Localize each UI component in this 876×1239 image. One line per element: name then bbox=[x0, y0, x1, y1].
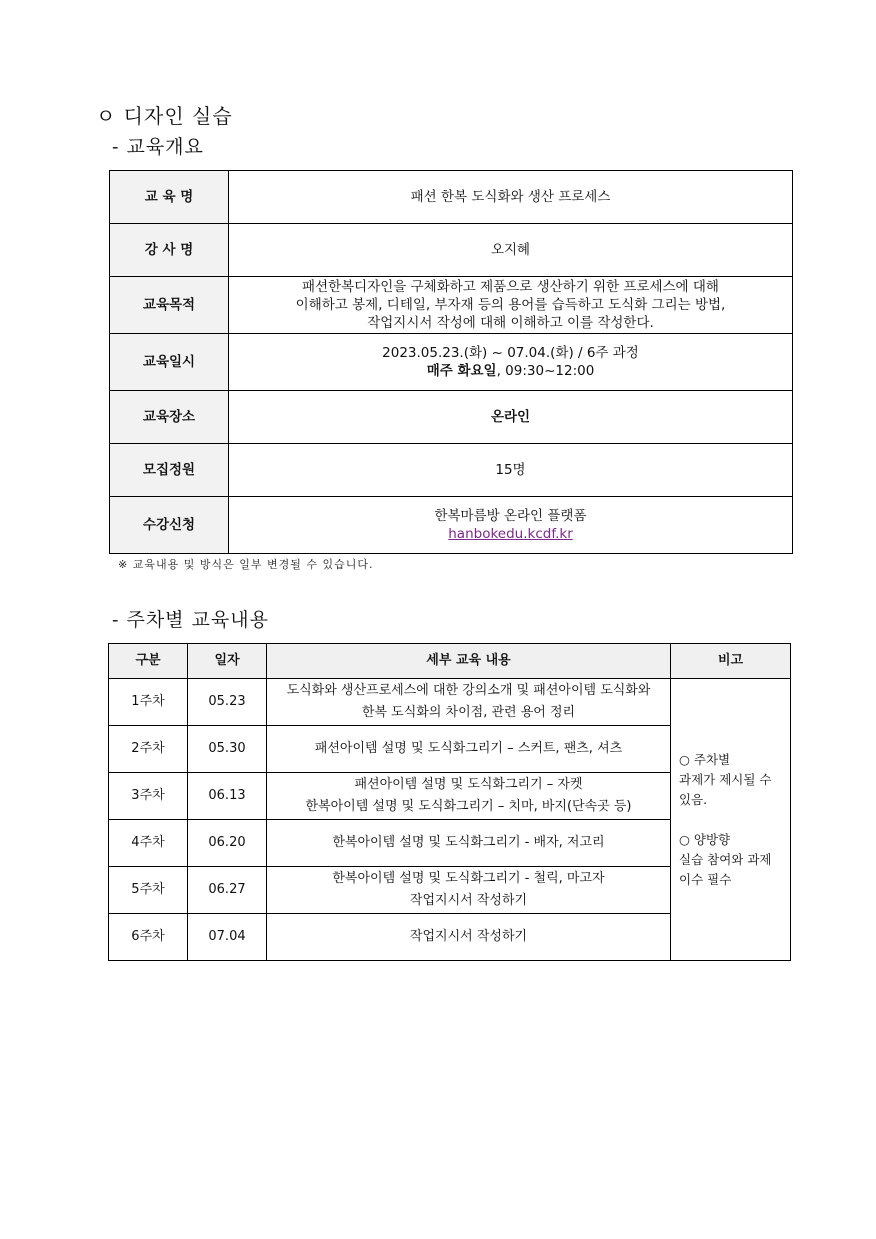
memo-1-line-3: 있음. bbox=[679, 791, 708, 807]
overview-table bbox=[109, 170, 793, 554]
content-line: 패션아이템 설명 및 도식화그리기 – 자켓 bbox=[354, 776, 583, 792]
capacity-value: 15명 bbox=[229, 444, 793, 497]
week-cell: 6주차 bbox=[109, 914, 188, 961]
course-value: 패션 한복 도식화와 생산 프로세스 bbox=[229, 171, 793, 224]
goal-label: 교육목적 bbox=[110, 277, 229, 334]
content-cell bbox=[267, 914, 671, 961]
content-line: 한복아이템 설명 및 도식화그리기 - 철릭, 마고자 bbox=[332, 870, 605, 886]
date-label: 교육일시 bbox=[110, 334, 229, 391]
instructor-label: 강 사 명 bbox=[110, 224, 229, 277]
week-cell: 3주차 bbox=[109, 773, 188, 820]
date-cell: 07.04 bbox=[188, 914, 267, 961]
overview-row-place bbox=[110, 391, 793, 444]
apply-link[interactable]: hanbokedu.kcdf.kr bbox=[448, 526, 573, 542]
overview-row-instructor bbox=[110, 224, 793, 277]
date-value bbox=[229, 334, 793, 391]
date-weekday: 매주 화요일 bbox=[426, 363, 497, 379]
content-line: 한복아이템 설명 및 도식화그리기 – 치마, 바지(단속곳 등) bbox=[305, 799, 632, 814]
content-line: 작업지시서 작성하기 bbox=[409, 928, 528, 944]
content-cell bbox=[267, 726, 671, 773]
table-row bbox=[109, 679, 791, 726]
date-cell: 06.20 bbox=[188, 820, 267, 867]
change-notice: ※ 교육내용 및 방식은 일부 변경될 수 있습니다. bbox=[118, 558, 374, 571]
weekly-table bbox=[108, 643, 791, 961]
week-cell: 5주차 bbox=[109, 867, 188, 914]
weekly-title: - 주차별 교육내용 bbox=[112, 609, 269, 631]
overview-row-course bbox=[110, 171, 793, 224]
header-content: 세부 교육 내용 bbox=[267, 644, 671, 679]
content-cell bbox=[267, 773, 671, 820]
overview-row-date bbox=[110, 334, 793, 391]
date-line-1: 2023.05.23.(화) ~ 07.04.(화) / 6주 과정 bbox=[382, 344, 639, 361]
content-line: 도식화와 생산프로세스에 대한 강의소개 및 패션아이템 도식화와 bbox=[286, 682, 651, 698]
section-title: ㅇ 디자인 실습 bbox=[96, 104, 233, 128]
goal-line-2: 이해하고 봉제, 디테일, 부자재 등의 용어를 습득하고 도식화 그리는 방법, bbox=[295, 296, 726, 313]
content-cell bbox=[267, 867, 671, 914]
content-cell bbox=[267, 820, 671, 867]
header-date: 일자 bbox=[188, 644, 267, 679]
course-label: 교 육 명 bbox=[110, 171, 229, 224]
date-line-2 bbox=[235, 362, 786, 380]
overview-row-apply bbox=[110, 497, 793, 554]
goal-line-1: 패션한복디자인을 구체화하고 제품으로 생산하기 위한 프로세스에 대해 bbox=[302, 278, 719, 295]
instructor-value: 오지혜 bbox=[229, 224, 793, 277]
header-week: 구분 bbox=[109, 644, 188, 679]
date-time: , 09:30~12:00 bbox=[496, 363, 595, 379]
memo-1-line-2: 과제가 제시될 수 bbox=[679, 771, 772, 787]
date-cell: 06.27 bbox=[188, 867, 267, 914]
memo-2-line-3: 이수 필수 bbox=[679, 871, 732, 887]
content-line: 패션아이템 설명 및 도식화그리기 – 스커트, 팬츠, 셔츠 bbox=[314, 740, 623, 756]
memo-1-line-1: ○ 주차별 bbox=[679, 751, 731, 767]
content-line: 한복아이템 설명 및 도식화그리기 - 배자, 저고리 bbox=[332, 834, 605, 850]
goal-line-3: 작업지시서 작성에 대해 이해하고 이를 작성한다. bbox=[367, 315, 654, 332]
content-line: 한복 도식화의 차이점, 관련 용어 정리 bbox=[361, 705, 576, 720]
date-cell: 05.30 bbox=[188, 726, 267, 773]
apply-value bbox=[229, 497, 793, 554]
memo-2-line-2: 실습 참여와 과제 bbox=[679, 851, 772, 867]
weekly-header-row bbox=[109, 644, 791, 679]
overview-row-capacity bbox=[110, 444, 793, 497]
date-cell: 06.13 bbox=[188, 773, 267, 820]
apply-label: 수강신청 bbox=[110, 497, 229, 554]
week-cell: 2주차 bbox=[109, 726, 188, 773]
week-cell: 1주차 bbox=[109, 679, 188, 726]
overview-title: - 교육개요 bbox=[112, 136, 204, 158]
content-line: 작업지시서 작성하기 bbox=[409, 893, 528, 908]
header-memo: 비고 bbox=[671, 644, 791, 679]
overview-row-goal bbox=[110, 277, 793, 334]
content-cell bbox=[267, 679, 671, 726]
place-label: 교육장소 bbox=[110, 391, 229, 444]
memo-cell bbox=[671, 679, 791, 961]
goal-value bbox=[229, 277, 793, 334]
capacity-label: 모집정원 bbox=[110, 444, 229, 497]
place-value: 온라인 bbox=[229, 391, 793, 444]
week-cell: 4주차 bbox=[109, 820, 188, 867]
apply-line-1: 한복마름방 온라인 플랫폼 bbox=[434, 507, 587, 524]
memo-2-line-1: ○ 양방향 bbox=[679, 831, 731, 847]
date-cell: 05.23 bbox=[188, 679, 267, 726]
